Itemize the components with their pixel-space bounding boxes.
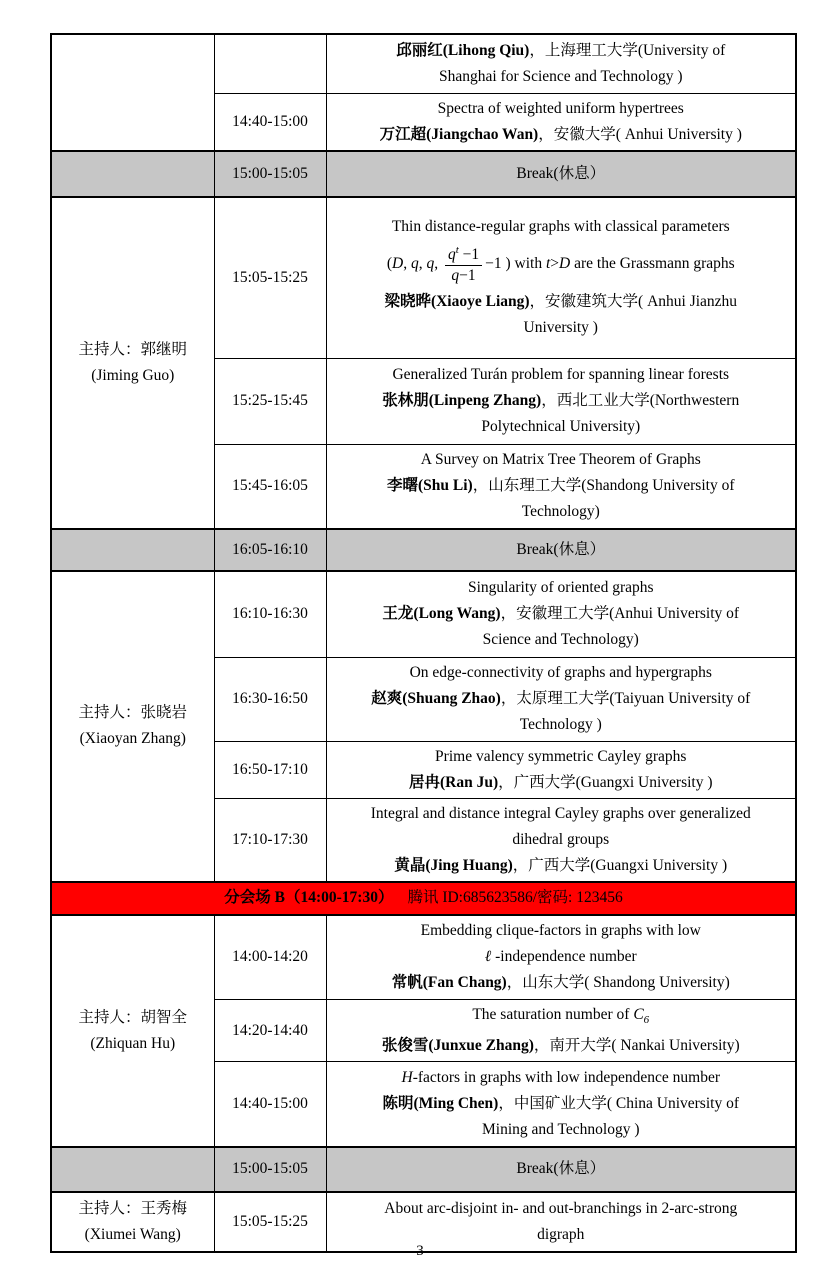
chair-name-en: (Xiaoyan Zhang) bbox=[79, 730, 186, 748]
text-segment: 黄晶(Jing Huang) bbox=[394, 856, 513, 874]
text-segment: ，安徽建筑大学( Anhui Jianzhu bbox=[529, 293, 738, 311]
session-banner-cell bbox=[51, 882, 796, 915]
chair-cell bbox=[51, 915, 214, 1147]
break-chair-cell bbox=[51, 1147, 214, 1192]
text-segment: , bbox=[418, 255, 427, 273]
text-line bbox=[331, 1196, 792, 1222]
text-line bbox=[331, 96, 792, 122]
talk-cell bbox=[326, 34, 796, 93]
fraction-denominator bbox=[445, 266, 482, 285]
text-segment: The saturation number of bbox=[472, 1006, 634, 1023]
text-line bbox=[331, 1091, 792, 1117]
time-cell: 17:10-17:30 bbox=[214, 798, 326, 882]
text-segment: 6 bbox=[643, 1014, 650, 1027]
text-line bbox=[331, 289, 792, 315]
time-cell: 15:05-15:25 bbox=[214, 1192, 326, 1252]
text-segment: 居冉(Ran Ju) bbox=[408, 773, 499, 791]
text-segment: ，上海理工大学(University of bbox=[529, 41, 726, 59]
text-segment: ，广西大学(Guangxi University ) bbox=[512, 856, 728, 874]
text-line bbox=[331, 627, 792, 653]
schedule-table-body bbox=[51, 34, 796, 1252]
text-segment: t bbox=[455, 244, 459, 257]
text-segment: Technology ) bbox=[519, 716, 602, 733]
talk-cell bbox=[326, 798, 796, 882]
fraction bbox=[445, 244, 482, 285]
text-line bbox=[331, 362, 792, 388]
chair-name-zh: 主持人：张晓岩 bbox=[78, 704, 187, 722]
chair-cell bbox=[51, 197, 214, 529]
text-segment: ，安徽理工大学(Anhui University of bbox=[500, 605, 740, 623]
text-line bbox=[331, 240, 792, 289]
talk-cell bbox=[326, 657, 796, 741]
text-line bbox=[331, 970, 792, 996]
break-label-cell: Break(休息） bbox=[326, 1147, 796, 1192]
text-segment: Mining and Technology ) bbox=[482, 1120, 640, 1138]
text-line bbox=[331, 388, 792, 414]
text-segment: C bbox=[633, 1006, 644, 1023]
text-segment: q bbox=[410, 255, 419, 273]
break-label-cell: Break(休息） bbox=[326, 151, 796, 197]
text-line bbox=[331, 447, 792, 473]
chair-cell bbox=[51, 571, 214, 882]
text-line bbox=[331, 499, 792, 525]
text-segment: D bbox=[392, 255, 404, 273]
text-segment: Shanghai for Science and Technology ) bbox=[438, 67, 683, 85]
time-cell: 14:00-14:20 bbox=[214, 915, 326, 1000]
schedule-row bbox=[51, 34, 796, 93]
time-cell: 14:20-14:40 bbox=[214, 1000, 326, 1062]
text-line bbox=[331, 801, 792, 827]
chair-name-zh: 主持人：胡智全 bbox=[78, 1008, 187, 1026]
text-line bbox=[331, 827, 792, 853]
text-line bbox=[331, 918, 792, 944]
text-segment: ，山东大学( Shandong University) bbox=[506, 974, 730, 992]
text-segment: , bbox=[403, 255, 411, 273]
text-segment: -factors in graphs with low independence number bbox=[412, 1068, 721, 1086]
text-segment: t bbox=[545, 255, 551, 273]
text-line bbox=[331, 1002, 792, 1033]
text-segment: A Survey on Matrix Tree Theorem of Graphs bbox=[420, 451, 701, 469]
text-segment: 王龙(Long Wang) bbox=[382, 605, 501, 623]
text-segment: Technology) bbox=[521, 503, 600, 521]
text-line bbox=[331, 1117, 792, 1143]
time-cell: 15:45-16:05 bbox=[214, 444, 326, 529]
text-segment: 梁晓晔(Xiaoye Liang) bbox=[384, 293, 530, 311]
schedule-row bbox=[51, 571, 796, 657]
text-segment: 李曙(Shu Li) bbox=[387, 477, 473, 495]
schedule-row bbox=[51, 197, 796, 358]
text-line bbox=[331, 601, 792, 627]
text-segment: H bbox=[401, 1068, 413, 1086]
text-line bbox=[331, 686, 792, 712]
break-chair-cell bbox=[51, 151, 214, 197]
break-row bbox=[51, 529, 796, 571]
text-segment: > bbox=[550, 255, 560, 273]
text-segment: Embedding clique-factors in graphs with low bbox=[420, 922, 701, 940]
text-segment: , bbox=[434, 255, 442, 273]
text-segment: D bbox=[559, 255, 571, 273]
break-chair-cell bbox=[51, 529, 214, 571]
text-line bbox=[331, 38, 792, 64]
time-cell: 16:10-16:30 bbox=[214, 571, 326, 657]
text-segment: −1 bbox=[459, 267, 476, 285]
text-segment: 张林朋(Linpeng Zhang) bbox=[382, 392, 542, 409]
text-segment: ，太原理工大学(Taiyuan University of bbox=[500, 690, 751, 707]
text-line bbox=[331, 64, 792, 90]
talk-cell bbox=[326, 93, 796, 151]
fraction-numerator bbox=[445, 244, 482, 266]
text-segment: ，中国矿业大学( China University of bbox=[498, 1094, 739, 1112]
talk-cell bbox=[326, 1000, 796, 1062]
schedule-table bbox=[50, 33, 797, 1253]
break-label-cell: Break(休息） bbox=[326, 529, 796, 571]
text-segment: ℓ bbox=[484, 948, 492, 966]
time-cell: 16:30-16:50 bbox=[214, 657, 326, 741]
text-line bbox=[331, 944, 792, 970]
chair-name-en: (Jiming Guo) bbox=[91, 367, 175, 384]
time-cell bbox=[214, 34, 326, 93]
text-segment: On edge-connectivity of graphs and hypergraphs bbox=[409, 664, 712, 681]
text-line bbox=[331, 575, 792, 601]
text-segment: q bbox=[447, 246, 456, 264]
break-time-cell: 15:00-15:05 bbox=[214, 151, 326, 197]
break-row bbox=[51, 1147, 796, 1192]
text-line bbox=[331, 744, 792, 770]
text-segment: 常帆(Fan Chang) bbox=[391, 974, 507, 992]
text-segment: Prime valency symmetric Cayley graphs bbox=[435, 747, 687, 765]
time-cell: 15:25-15:45 bbox=[214, 358, 326, 444]
talk-cell bbox=[326, 444, 796, 529]
text-segment: ，南开大学( Nankai University) bbox=[533, 1037, 740, 1055]
text-segment: 赵爽(Shuang Zhao) bbox=[371, 690, 501, 707]
text-line bbox=[331, 315, 792, 341]
text-segment: are the Grassmann graphs bbox=[570, 255, 735, 273]
time-cell: 16:50-17:10 bbox=[214, 741, 326, 798]
text-segment: Polytechnical University) bbox=[481, 418, 641, 435]
chair-name-zh: 主持人：郭继明 bbox=[78, 341, 187, 358]
time-cell: 14:40-15:00 bbox=[214, 93, 326, 151]
text-line bbox=[331, 853, 792, 879]
talk-cell bbox=[326, 571, 796, 657]
text-line bbox=[331, 712, 792, 738]
text-segment: Spectra of weighted uniform hypertrees bbox=[437, 99, 684, 117]
text-segment: q bbox=[451, 267, 460, 285]
talk-cell bbox=[326, 358, 796, 444]
break-time-cell: 15:00-15:05 bbox=[214, 1147, 326, 1192]
text-segment: digraph bbox=[537, 1225, 585, 1243]
chair-name-zh: 主持人：王秀梅 bbox=[78, 1199, 187, 1217]
chair-cell bbox=[51, 34, 214, 151]
text-segment: dihedral groups bbox=[512, 830, 610, 848]
text-line bbox=[331, 473, 792, 499]
text-segment: −1 bbox=[458, 246, 480, 264]
text-line bbox=[331, 414, 792, 440]
text-line bbox=[331, 122, 792, 148]
session-banner-title: 分会场 B（14:00-17:30） bbox=[224, 889, 394, 906]
text-line bbox=[331, 1065, 792, 1091]
text-segment: −1 ) with bbox=[485, 255, 546, 273]
text-segment: ，广西大学(Guangxi University ) bbox=[498, 773, 713, 791]
talk-cell bbox=[326, 197, 796, 358]
text-segment: Singularity of oriented graphs bbox=[467, 579, 654, 597]
page-number: 3 bbox=[416, 1243, 424, 1259]
text-segment: Integral and distance integral Cayley graphs over generalized bbox=[370, 804, 751, 822]
text-segment: ，西北工业大学(Northwestern bbox=[541, 392, 740, 409]
text-segment: Science and Technology) bbox=[482, 631, 639, 649]
text-line bbox=[331, 770, 792, 796]
text-segment: 张俊雪(Junxue Zhang) bbox=[381, 1037, 534, 1055]
break-row bbox=[51, 151, 796, 197]
text-segment: Generalized Turán problem for spanning linear forests bbox=[392, 366, 730, 383]
text-segment: q bbox=[426, 255, 435, 273]
text-segment: 万江超(Jiangchao Wan) bbox=[379, 125, 539, 143]
text-line bbox=[331, 1033, 792, 1059]
talk-cell bbox=[326, 915, 796, 1000]
schedule-row bbox=[51, 915, 796, 1000]
text-segment: 邱丽红(Lihong Qiu) bbox=[396, 41, 530, 59]
text-segment: About arc-disjoint in- and out-branchings in 2-arc-strong bbox=[384, 1199, 738, 1217]
session-banner-meeting-info: 腾讯 ID:685623586/密码: 123456 bbox=[407, 889, 623, 906]
text-line bbox=[331, 660, 792, 686]
time-cell: 14:40-15:00 bbox=[214, 1062, 326, 1147]
chair-name-en: (Zhiquan Hu) bbox=[90, 1034, 176, 1052]
text-segment: Thin distance-regular graphs with classical parameters bbox=[391, 218, 730, 236]
text-segment: ，山东理工大学(Shandong University of bbox=[472, 477, 735, 495]
text-segment: ( bbox=[386, 255, 392, 273]
session-banner-row bbox=[51, 882, 796, 915]
time-cell: 15:05-15:25 bbox=[214, 197, 326, 358]
text-line bbox=[331, 214, 792, 240]
text-segment: University ) bbox=[523, 319, 598, 337]
text-segment: -independence number bbox=[491, 948, 637, 966]
talk-cell bbox=[326, 741, 796, 798]
break-time-cell: 16:05-16:10 bbox=[214, 529, 326, 571]
chair-name-en: (Xiumei Wang) bbox=[84, 1225, 181, 1243]
talk-cell bbox=[326, 1062, 796, 1147]
text-segment: 陈明(Ming Chen) bbox=[382, 1094, 499, 1112]
text-segment: ，安徽大学( Anhui University ) bbox=[538, 125, 742, 143]
